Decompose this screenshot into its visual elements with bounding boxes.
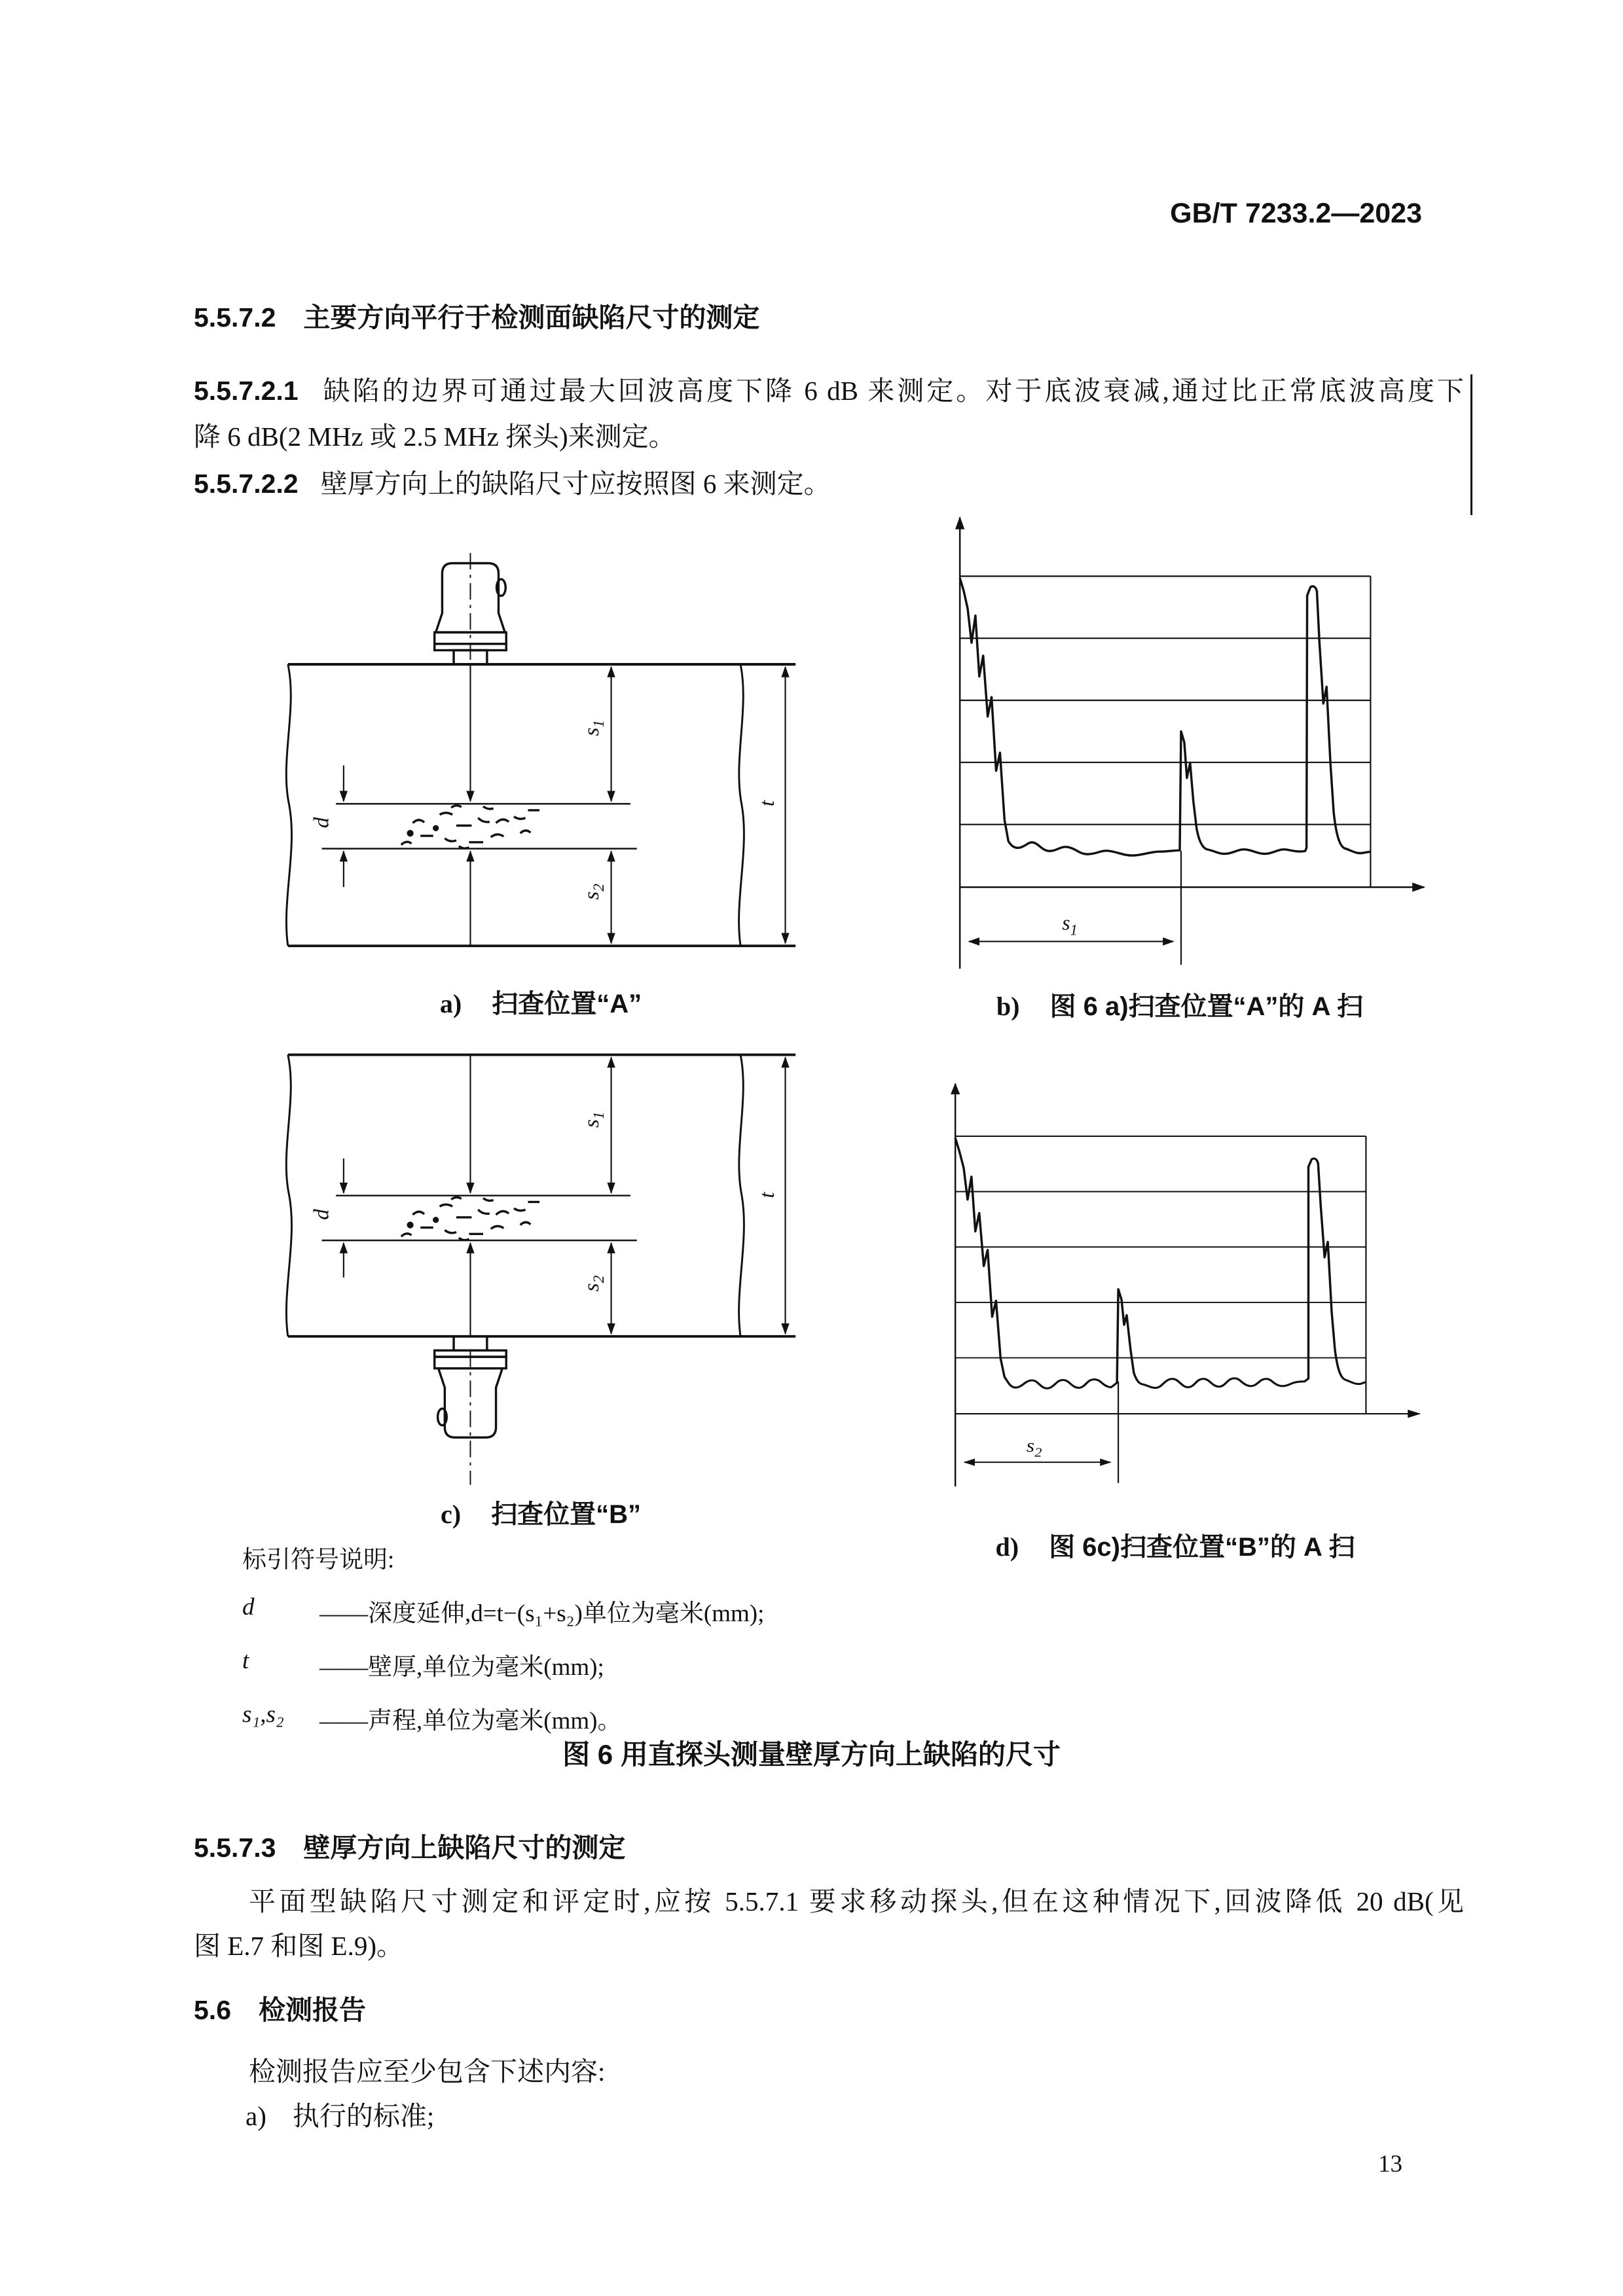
label-d: d (309, 1209, 334, 1220)
caption-b (915, 986, 1445, 1023)
section-heading-56 (194, 1988, 366, 2027)
legend-symbol: t (242, 1647, 249, 1674)
label-s1: $s_1$ (579, 1111, 608, 1128)
caption-text: 图 6c)扫查位置“B”的 A 扫 (1049, 1533, 1355, 1562)
ascan-waveform (960, 578, 1370, 855)
figure-b-ascan-A (915, 489, 1445, 980)
section-heading-5572 (194, 296, 759, 334)
figure6-title: 图 6 用直探头测量壁厚方向上缺陷的尺寸 (562, 1739, 1061, 1770)
clause-number: 5.5.7.2.1 (194, 376, 299, 406)
page-number: 13 (1378, 2151, 1402, 2178)
paragraph-55721-line1 (194, 374, 1464, 408)
defect-scatter (401, 806, 539, 848)
legend-row-s (242, 1700, 764, 1736)
list-item-marker: a) (246, 2101, 266, 2131)
section-title: 主要方向平行于检测面缺陷尺寸的测定 (303, 302, 760, 332)
legend-symbol: d (242, 1594, 255, 1621)
figure-d-ascan-B (910, 1058, 1440, 1497)
legend-heading: 标引符号说明: (242, 1547, 395, 1573)
section-number: 5.6 (194, 1995, 231, 2025)
label-s2: $s_2$ (1026, 1435, 1042, 1460)
section-heading-5573 (194, 1826, 625, 1865)
figure-legend (242, 1539, 764, 1736)
revision-bar (1470, 374, 1472, 515)
standard-code-header: GB/T 7233.2—2023 (1170, 198, 1422, 229)
legend-description: ——深度延伸,d=t−(s₁+s₂)单位为毫米(mm); (319, 1600, 765, 1627)
paragraph-5573-line2: 图 E.7 和图 E.9)。 (194, 1931, 403, 1961)
caption-marker: d) (995, 1532, 1019, 1562)
paragraph-56-intro: 检测报告应至少包含下述内容: (249, 2056, 606, 2087)
caption-text: 扫查位置“B” (491, 1500, 641, 1529)
grid (960, 576, 1370, 887)
label-s2: $s_2$ (579, 884, 608, 900)
ascan-waveform (955, 1138, 1366, 1389)
section-number: 5.5.7.3 (194, 1833, 276, 1863)
legend-row-d (242, 1593, 764, 1628)
caption-text: 图 6 a)扫查位置“A”的 A 扫 (1049, 992, 1364, 1021)
caption-marker: c) (441, 1499, 462, 1529)
legend-row-t (242, 1647, 764, 1682)
label-s2: $s_2$ (579, 1275, 608, 1292)
label-d: d (309, 817, 334, 829)
paragraph-5573-line1: 平面型缺陷尺寸测定和评定时,应按 5.5.7.1 要求移动探头,但在这种情况下,回波降低 20 dB(见 (249, 1886, 1464, 1916)
figure-a-scan-position-A-diagram (253, 549, 829, 971)
label-t: t (754, 1192, 779, 1198)
caption-marker: b) (996, 992, 1020, 1021)
legend-symbol: s₁,s₂ (242, 1701, 284, 1728)
list-item-a (246, 2100, 434, 2133)
caption-d (910, 1526, 1440, 1564)
caption-text: 扫查位置“A” (492, 990, 642, 1018)
test-plate (286, 664, 795, 946)
clause-number: 5.5.7.2.2 (194, 469, 299, 499)
caption-marker: a) (439, 989, 462, 1018)
caption-a (253, 983, 829, 1020)
label-s1: $s_1$ (579, 719, 608, 736)
list-item-text: 执行的标准; (292, 2101, 435, 2131)
legend-description: ——壁厚,单位为毫米(mm); (319, 1654, 604, 1681)
legend-description: ——声程,单位为毫米(mm)。 (319, 1708, 622, 1734)
clause-text: 壁厚方向上的缺陷尺寸应按照图 6 来测定。 (320, 469, 831, 499)
label-t: t (754, 800, 779, 807)
paragraph-55722 (194, 467, 831, 501)
defect-scatter (401, 1197, 539, 1240)
paragraph-55721-line2: 降 6 dB(2 MHz 或 2.5 MHz 探头)来测定。 (194, 422, 676, 452)
section-number: 5.5.7.2 (194, 302, 276, 332)
figure-c-scan-position-B-diagram (253, 1042, 829, 1490)
caption-c (253, 1494, 829, 1531)
section-title: 壁厚方向上缺陷尺寸的测定 (303, 1833, 626, 1863)
grid (955, 1136, 1366, 1414)
label-s1: $s_1$ (1062, 911, 1078, 939)
section-title: 检测报告 (259, 1995, 366, 2025)
clause-text: 缺陷的边界可通过最大回波高度下降 6 dB 来测定。对于底波衰减,通过比正常底波高度下 (320, 376, 1464, 406)
